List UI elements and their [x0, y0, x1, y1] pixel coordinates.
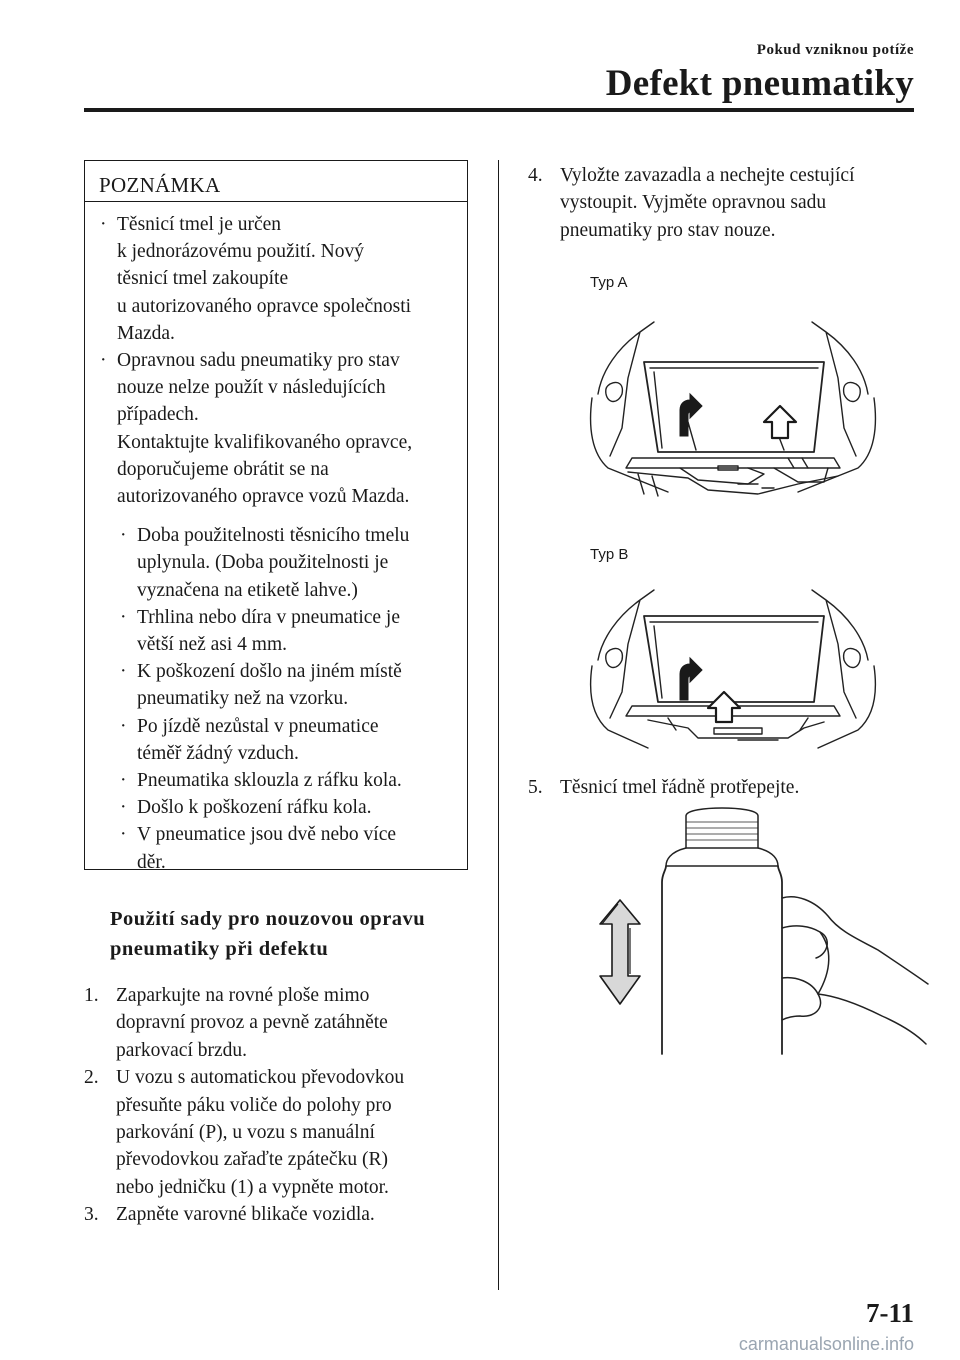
note-line: pneumatiky než na vzorku. [137, 688, 349, 710]
note-line: Pneumatika sklouzla z ráfku kola. [137, 770, 402, 792]
bottle-shake-illustration [596, 808, 936, 1054]
step-line: přesuňte páku voliče do polohy pro [116, 1094, 392, 1116]
section-title: Pokud vzniknou potíže [756, 42, 914, 58]
note-line: u autorizovaného opravce společnosti [117, 295, 412, 317]
header-rule [84, 108, 914, 112]
bullet-icon: · [120, 797, 127, 819]
step-line: Zapněte varovné blikače vozidla. [116, 1204, 375, 1226]
note-subbullet [99, 522, 449, 604]
step-line: pneumatiky pro stav nouze. [560, 219, 776, 241]
note-line: těsnicí tmel zakoupíte [117, 268, 289, 290]
step-3 [84, 1201, 484, 1228]
step-line: parkování (P), u vozu s manuální [116, 1122, 375, 1144]
step-line: převodovkou zařaďte zpátečku (R) [116, 1149, 388, 1171]
note-subbullet [99, 821, 449, 875]
note-line: k jednorázovému použití. Nový [117, 241, 364, 263]
step-5 [528, 774, 918, 801]
note-subbullet [99, 658, 449, 712]
note-divider [85, 201, 467, 202]
note-box [84, 160, 468, 873]
step-number: 3. [84, 1204, 99, 1226]
note-line: V pneumatice jsou dvě nebo více [137, 824, 397, 846]
note-bullet-single-use [99, 211, 449, 347]
section-heading [110, 904, 425, 964]
bullet-icon: · [120, 824, 127, 846]
step-line: Vyložte zavazadla a nechejte cestující [560, 165, 855, 186]
steps-list-right-lower [528, 774, 918, 801]
trunk-illustration-type-a [588, 318, 878, 502]
column-divider [498, 160, 499, 1290]
note-line: vyznačena na etiketě lahve.) [137, 579, 358, 601]
bullet-icon: · [100, 350, 107, 372]
step-line: U vozu s automatickou převodovkou [116, 1067, 405, 1089]
note-line: Doba použitelnosti těsnicího tmelu [137, 525, 410, 547]
note-line: Došlo k poškození ráfku kola. [137, 797, 372, 819]
note-subbullet [99, 767, 449, 794]
step-line: dopravní provoz a pevně zatáhněte [116, 1012, 388, 1034]
note-subbullet [99, 604, 449, 658]
note-line: Po jízdě nezůstal v pneumatice [137, 715, 379, 737]
page-number: 7-11 [865, 1298, 914, 1328]
note-line: Mazda. [117, 322, 175, 344]
figure-label-type-b: Typ B [590, 546, 629, 563]
bullet-icon: · [120, 715, 127, 737]
figure-label-type-a: Typ A [590, 274, 628, 291]
step-line: Zaparkujte na rovné ploše mimo [116, 985, 370, 1006]
heading-line: pneumatiky při defektu [110, 938, 329, 960]
note-subbullet [99, 794, 449, 821]
note-line: K poškození došlo na jiném místě [137, 661, 402, 683]
bullet-icon: · [120, 525, 127, 547]
note-title: POZNÁMKA [99, 173, 221, 197]
heading-line: Použití sady pro nouzovou opravu [110, 908, 426, 930]
step-line: Těsnicí tmel řádně protřepejte. [560, 777, 800, 798]
note-line: případech. [117, 404, 199, 426]
steps-list-left [84, 982, 484, 1229]
note-line: nouze nelze použít v následujících [117, 377, 386, 399]
bullet-icon: · [100, 214, 107, 235]
note-body [85, 203, 467, 876]
note-line: větší než asi 4 mm. [137, 634, 288, 656]
step-number: 2. [84, 1067, 99, 1089]
step-2 [84, 1064, 484, 1201]
note-line: téměř žádný vzduch. [137, 742, 299, 764]
step-number: 5. [528, 777, 543, 798]
note-line: Těsnicí tmel je určen [117, 214, 282, 235]
watermark-text: carmanualsonline.info [738, 1334, 914, 1354]
step-line: vystoupit. Vyjměte opravnou sadu [560, 192, 827, 214]
trunk-illustration-type-b [588, 588, 878, 756]
bullet-icon: · [120, 770, 127, 792]
note-line: Kontaktujte kvalifikovaného opravce, [117, 431, 413, 453]
steps-list-right [528, 162, 918, 244]
bullet-icon: · [120, 661, 127, 683]
note-line: autorizovaného opravce vozů Mazda. [117, 486, 410, 508]
step-number: 4. [528, 165, 543, 186]
note-line: Trhlina nebo díra v pneumatice je [137, 606, 401, 628]
step-line: nebo jedničku (1) a vypněte motor. [116, 1176, 389, 1198]
bullet-icon: · [120, 606, 127, 628]
note-line: doporučujeme obrátit se na [117, 458, 329, 480]
note-line: Opravnou sadu pneumatiky pro stav [117, 350, 400, 372]
note-line: uplynula. (Doba použitelnosti je [137, 552, 389, 574]
note-subbullet [99, 713, 449, 767]
step-4 [528, 162, 918, 244]
step-number: 1. [84, 985, 99, 1006]
note-line: děr. [137, 851, 166, 873]
note-bullet-restrictions [99, 347, 449, 510]
step-1 [84, 982, 484, 1064]
page-title: Defekt pneumatiky [605, 63, 914, 104]
step-line: parkovací brzdu. [116, 1039, 248, 1061]
